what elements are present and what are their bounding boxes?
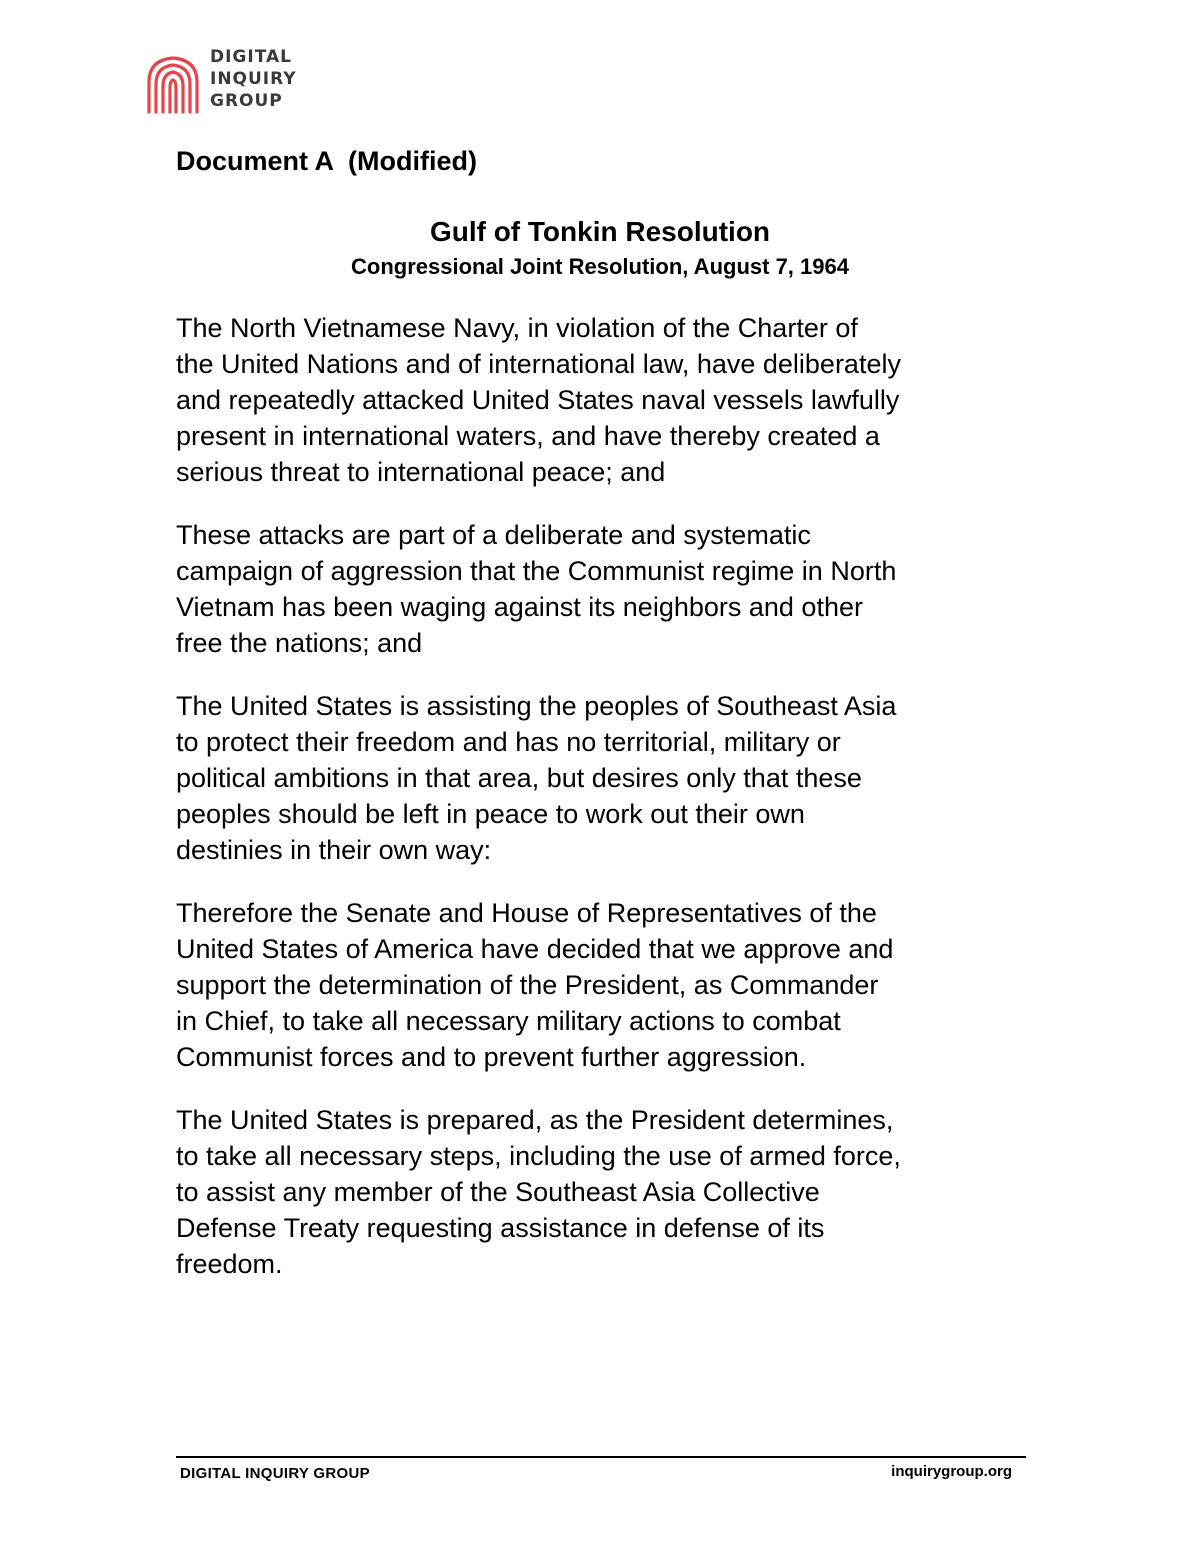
footer-organization: DIGITAL INQUIRY GROUP xyxy=(180,1465,370,1482)
text-line: the United Nations and of international law, have deliberately xyxy=(176,349,901,379)
text-line: These attacks are part of a deliberate and systematic xyxy=(176,520,811,550)
logo-mark-icon xyxy=(146,52,200,118)
digital-inquiry-group-logo xyxy=(146,46,297,118)
logo-wordmark xyxy=(210,46,297,112)
text-line: freedom. xyxy=(176,1249,283,1279)
logo-line-3: GROUP xyxy=(210,91,283,111)
text-line: free the nations; and xyxy=(176,628,423,658)
text-line: The United States is prepared, as the President determines, xyxy=(176,1105,894,1135)
footer-website: inquirygroup.org xyxy=(891,1463,1012,1480)
text-line: campaign of aggression that the Communist regime in North xyxy=(176,556,897,586)
text-line: to protect their freedom and has no territorial, military or xyxy=(176,727,841,757)
text-line: to assist any member of the Southeast Asia Collective xyxy=(176,1177,820,1207)
logo-line-1: DIGITAL xyxy=(210,47,292,67)
paragraph-3 xyxy=(176,688,1046,868)
text-line: support the determination of the President, as Commander xyxy=(176,970,879,1000)
text-line: The North Vietnamese Navy, in violation of the Charter of xyxy=(176,313,858,343)
paragraph-4 xyxy=(176,895,1046,1075)
document-subtitle: Congressional Joint Resolution, August 7, 1964 xyxy=(351,254,849,279)
text-line: Defense Treaty requesting assistance in defense of its xyxy=(176,1213,825,1243)
text-line: The United States is assisting the peoples of Southeast Asia xyxy=(176,691,897,721)
text-line: peoples should be left in peace to work out their own xyxy=(176,799,805,829)
document-title: Gulf of Tonkin Resolution xyxy=(429,216,771,247)
footer-divider xyxy=(176,1456,1026,1458)
text-line: and repeatedly attacked United States naval vessels lawfully xyxy=(176,385,900,415)
text-line: present in international waters, and have thereby created a xyxy=(176,421,880,451)
text-line: serious threat to international peace; and xyxy=(176,457,666,487)
paragraph-1 xyxy=(176,310,1046,490)
text-line: destinies in their own way: xyxy=(176,835,492,865)
paragraph-2 xyxy=(176,517,1046,661)
text-line: Communist forces and to prevent further aggression. xyxy=(176,1042,807,1072)
text-line: United States of America have decided that we approve and xyxy=(176,934,894,964)
document-body xyxy=(176,310,1046,1309)
text-line: in Chief, to take all necessary military actions to combat xyxy=(176,1006,841,1036)
logo-line-2: INQUIRY xyxy=(210,69,297,89)
paragraph-5 xyxy=(176,1102,1046,1282)
text-line: Therefore the Senate and House of Representatives of the xyxy=(176,898,877,928)
document-label: Document A (Modified) xyxy=(176,146,477,176)
text-line: political ambitions in that area, but desires only that these xyxy=(176,763,862,793)
text-line: Vietnam has been waging against its neighbors and other xyxy=(176,592,863,622)
text-line: to take all necessary steps, including the use of armed force, xyxy=(176,1141,901,1171)
